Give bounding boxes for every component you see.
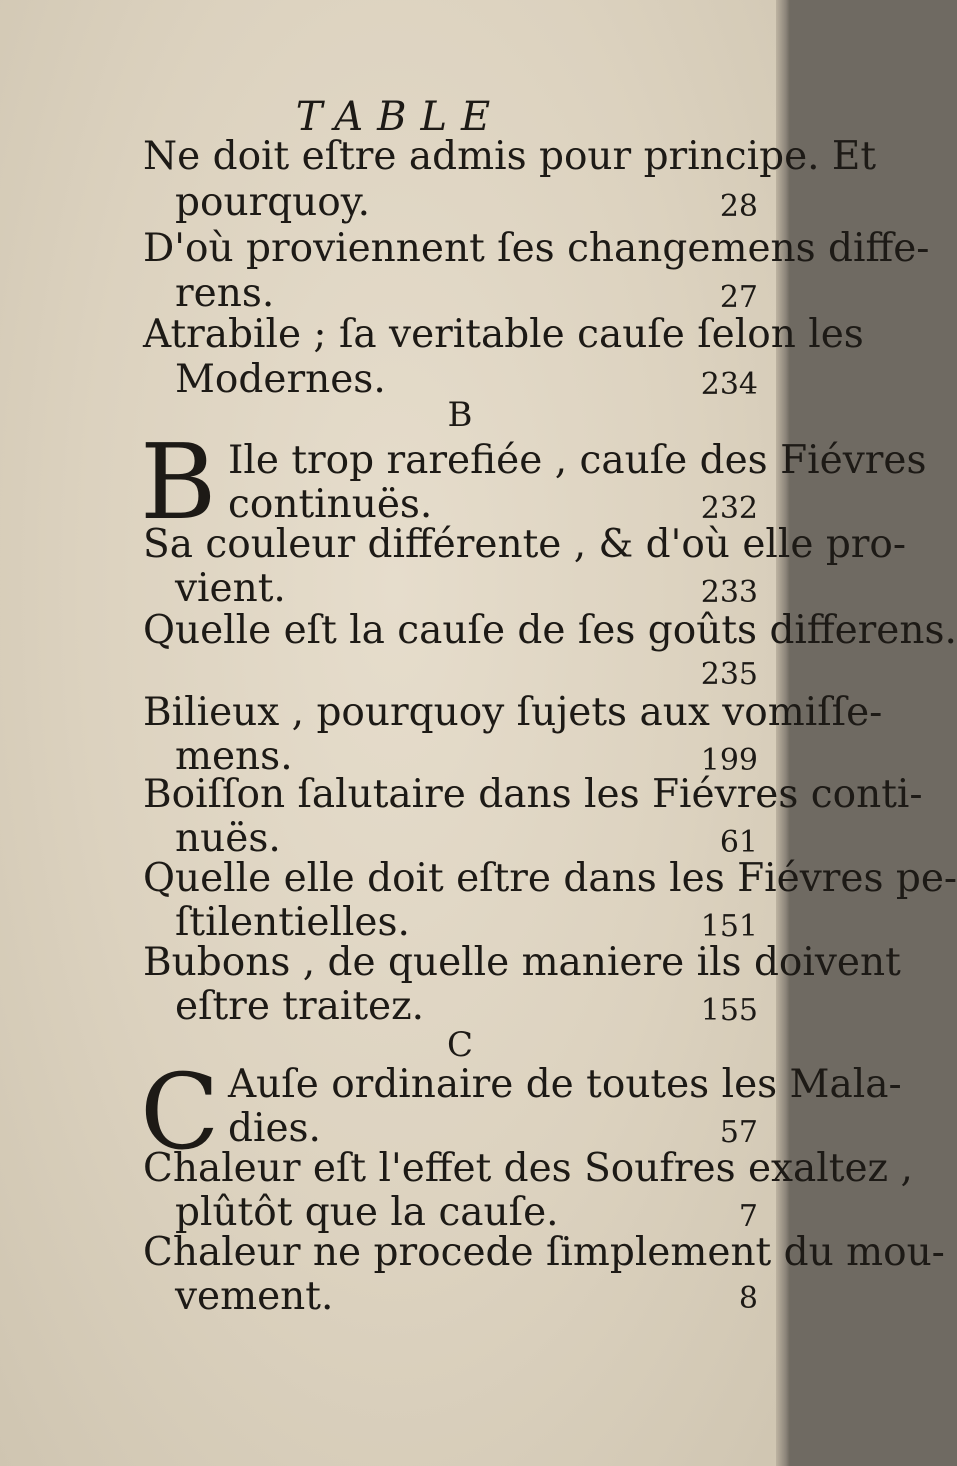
- entry-line: Quelle elle doit eſtre dans les Fiévres pe-: [143, 856, 957, 901]
- page-number: 232: [700, 491, 758, 526]
- entry-line: ſtilentielles.: [175, 900, 410, 945]
- page-number: 233: [700, 575, 758, 610]
- entry-line: vient.: [175, 566, 286, 611]
- page-number: 61: [719, 825, 758, 860]
- entry-line: Auſe ordinaire de toutes les Mala-: [228, 1062, 902, 1107]
- page-number: 57: [719, 1115, 758, 1150]
- entry-line: plûtôt que la cauſe.: [175, 1190, 559, 1235]
- entry-line: vement.: [175, 1274, 334, 1319]
- entry-line: D'où proviennent ſes changemens diffe-: [143, 226, 930, 271]
- entry-line: nuës.: [175, 816, 281, 861]
- entry-line: Ne doit eſtre admis pour principe. Et: [143, 134, 877, 179]
- page-number: 235: [700, 657, 758, 692]
- entry-line: Chaleur ne procede ſimplement du mou-: [143, 1230, 945, 1275]
- page-number: 155: [700, 993, 758, 1028]
- page-number: 151: [700, 909, 758, 944]
- dropcap-b: B: [140, 421, 217, 543]
- entry-line: Modernes.: [175, 357, 386, 402]
- entry-line: Atrabile ; ſa veritable cauſe ſelon les: [143, 312, 864, 357]
- entry-line: Bubons , de quelle maniere ils doivent: [143, 940, 901, 985]
- entry-line: mens.: [175, 734, 293, 779]
- page-number: 27: [719, 280, 758, 315]
- entry-line: continuës.: [228, 482, 433, 527]
- page-header: TABLE: [295, 94, 505, 140]
- entry-line: Ile trop rarefiée , cauſe des Fiévres: [228, 438, 927, 483]
- entry-line: Sa couleur différente , & d'où elle pro-: [143, 522, 907, 567]
- entry-line: dies.: [228, 1106, 321, 1151]
- page-number: 234: [700, 367, 758, 402]
- dropcap-c: C: [140, 1051, 220, 1173]
- section-letter-c: C: [446, 1025, 473, 1065]
- page-number: 7: [738, 1199, 758, 1234]
- page-number: 28: [719, 189, 758, 224]
- entry-line: Quelle eſt la cauſe de ſes goûts differens.: [143, 608, 957, 653]
- section-letter-b: B: [447, 395, 473, 435]
- entry-line: rens.: [175, 271, 275, 316]
- page-number: 199: [700, 743, 758, 778]
- page-number: 8: [738, 1281, 758, 1316]
- entry-line: Chaleur eſt l'effet des Soufres exaltez ,: [143, 1146, 913, 1191]
- entry-line: pourquoy.: [175, 180, 371, 225]
- entry-line: Bilieux , pourquoy ſujets aux vomiſſe-: [143, 690, 883, 735]
- entry-line: Boiſſon ſalutaire dans les Fiévres conti-: [143, 772, 923, 817]
- entry-line: eſtre traitez.: [175, 984, 425, 1029]
